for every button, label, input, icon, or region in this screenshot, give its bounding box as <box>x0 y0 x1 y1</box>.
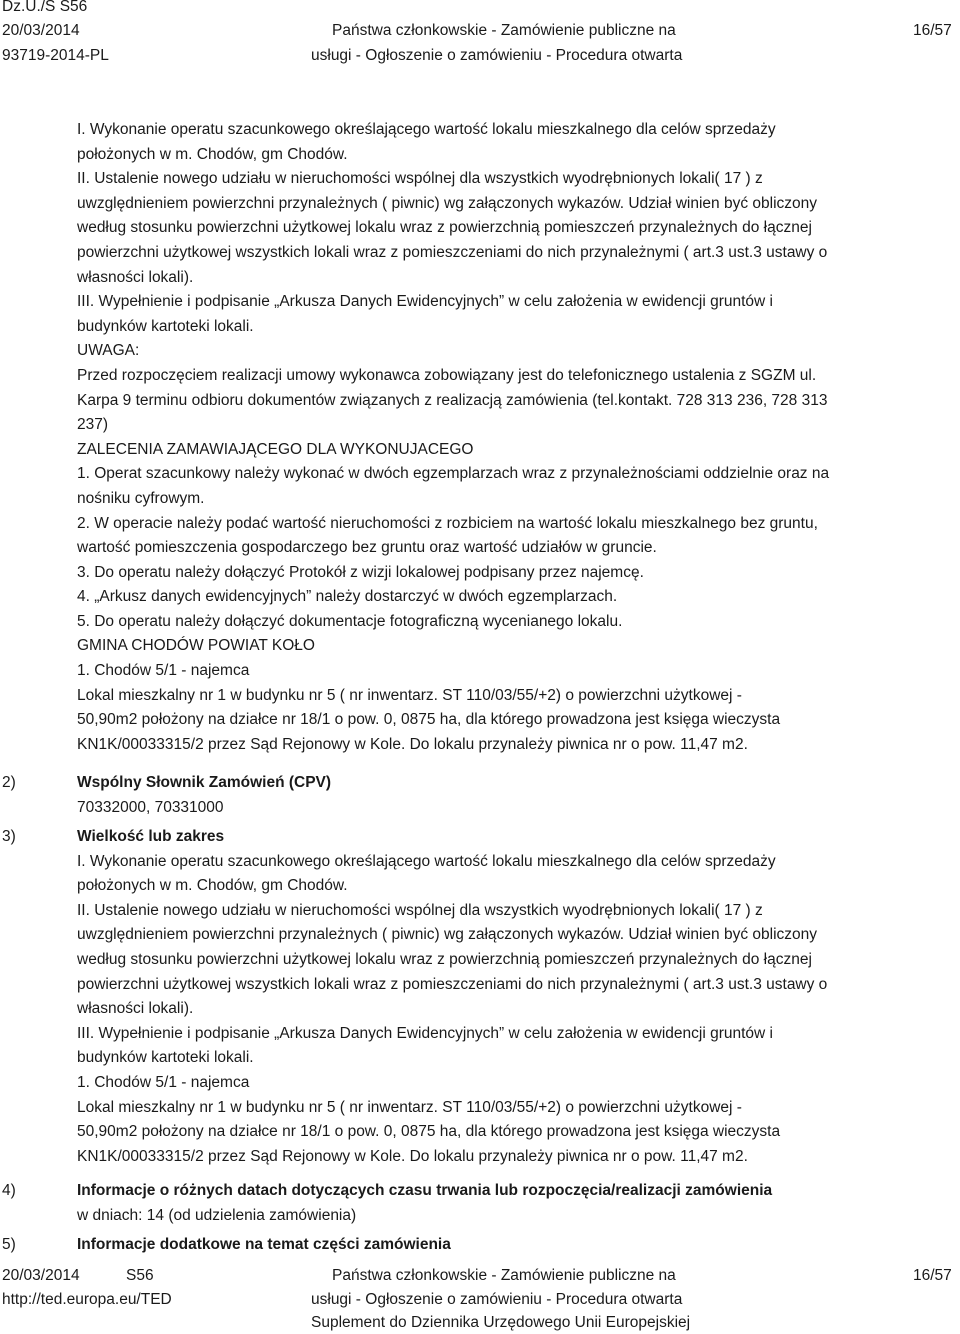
text-line: 1. Chodów 5/1 - najemca <box>77 1073 250 1091</box>
text-line: własności lokali). <box>77 1000 194 1018</box>
text-line: III. Wypełnienie i podpisanie „Arkusza Danych Ewidencyjnych” w celu założenia w ewidencji gruntów i <box>77 293 773 311</box>
text-line: III. Wypełnienie i podpisanie „Arkusza Danych Ewidencyjnych” w celu założenia w ewidencji gruntów i <box>77 1024 773 1042</box>
text-line: I. Wykonanie operatu szacunkowego określającego wartość lokalu mieszkalnego dla celów sprzedaży <box>77 852 776 870</box>
header-journal-ref: Dz.U./S S56 <box>2 0 88 15</box>
text-line: 4. „Arkusz danych ewidencyjnych” należy dostarczyć w dwóch egzemplarzach. <box>77 588 618 606</box>
text-line: II. Ustalenie nowego udziału w nieruchomości wspólnej dla wszystkich wyodrębnionych lokali( 17 ) z <box>77 170 763 188</box>
section-number: 4) <box>2 1182 16 1199</box>
header-title-line1: Państwa członkowskie - Zamówienie publiczne na <box>332 22 676 39</box>
section-number: 2) <box>2 774 16 791</box>
text-line: według stosunku powierzchni użytkowej lokalu wraz z powierzchnią pomieszczeń przynależnych do łącznej <box>77 219 812 237</box>
text-line: 237) <box>77 416 109 434</box>
footer-title-line2: usługi - Ogłoszenie o zamówieniu - Procedura otwarta <box>311 1291 683 1308</box>
footer-title-line1: Państwa członkowskie - Zamówienie publiczne na <box>332 1267 676 1284</box>
text-line: według stosunku powierzchni użytkowej lokalu wraz z powierzchnią pomieszczeń przynależnych do łącznej <box>77 950 812 968</box>
footer-title-line3: Suplement do Dziennika Urzędowego Unii Europejskiej <box>311 1314 691 1331</box>
text-line: budynków kartoteki lokali. <box>77 1049 254 1067</box>
text-line: uwzględnieniem powierzchni przynależnych ( piwnic) wg załączonych wykazów. Udział winien być obliczony <box>77 194 818 212</box>
text-line: nośniku cyfrowym. <box>77 489 205 507</box>
text-line: Przed rozpoczęciem realizacji umowy wykonawca zobowiązany jest do telefonicznego ustalenia z SGZM ul. <box>77 366 817 384</box>
text-line: 5. Do operatu należy dołączyć dokumentacje fotograficzną wycenianego lokalu. <box>77 612 623 630</box>
text-line: KN1K/00033315/2 przez Sąd Rejonowy w Kole. Do lokalu przynależy piwnica nr o pow. 11,47 m2. <box>77 735 748 753</box>
text-line: wartość pomieszczenia gospodarczego bez gruntu oraz wartość udziałów w gruncie. <box>77 539 657 557</box>
text-line: 1. Operat szacunkowy należy wykonać w dwóch egzemplarzach wraz z przynależnościami oddzielnie oraz na <box>77 465 830 483</box>
text-line: ZALECENIA ZAMAWIAJĄCEGO DLA WYKONUJACEGO <box>77 440 474 458</box>
text-line: 50,90m2 położony na działce nr 18/1 o pow. 0, 0875 ha, dla którego prowadzona jest księga wieczysta <box>77 711 781 729</box>
text-line: powierzchni użytkowej wszystkich lokali wraz z pomieszczeniami do nich przynależnymi ( art.3 ust.3 ustawy o <box>77 975 828 993</box>
text-line: 2. W operacie należy podać wartość nieruchomości z rozbiciem na wartość lokalu mieszkalnego bez gruntu, <box>77 514 818 532</box>
text-line: 1. Chodów 5/1 - najemca <box>77 662 250 680</box>
duration-text: w dniach: 14 (od udzielenia zamówienia) <box>77 1206 357 1224</box>
cpv-codes: 70332000, 70331000 <box>77 798 224 816</box>
footer-url-link[interactable]: http://ted.europa.eu/TED <box>2 1291 172 1308</box>
text-line: własności lokali). <box>77 268 194 286</box>
text-line: powierzchni użytkowej wszystkich lokali wraz z pomieszczeniami do nich przynależnymi ( art.3 ust.3 ustawy o <box>77 243 828 261</box>
text-line: I. Wykonanie operatu szacunkowego określającego wartość lokalu mieszkalnego dla celów sprzedaży <box>77 121 776 138</box>
footer-date: 20/03/2014 <box>2 1267 80 1284</box>
text-line: budynków kartoteki lokali. <box>77 317 254 335</box>
text-line: KN1K/00033315/2 przez Sąd Rejonowy w Kole. Do lokalu przynależy piwnica nr o pow. 11,47 m2. <box>77 1147 748 1165</box>
header-date: 20/03/2014 <box>2 22 80 39</box>
text-line: Karpa 9 terminu odbioru dokumentów związanych z realizacją zamówienia (tel.kontakt. 728 313 236, 728 313 <box>77 391 828 409</box>
section-title: Informacje dodatkowe na temat części zamówienia <box>77 1236 451 1253</box>
section-number: 3) <box>2 828 16 845</box>
text-line: 3. Do operatu należy dołączyć Protokół z wizji lokalowej podpisany przez najemcę. <box>77 563 644 581</box>
text-line: położonych w m. Chodów, gm Chodów. <box>77 145 348 163</box>
text-line: UWAGA: <box>77 342 140 360</box>
text-line: II. Ustalenie nowego udziału w nieruchomości wspólnej dla wszystkich wyodrębnionych lokali( 17 ) z <box>77 901 763 919</box>
section-title: Wspólny Słownik Zamówień (CPV) <box>77 774 332 791</box>
footer-page-number: 16/57 <box>913 1267 952 1284</box>
text-line: 50,90m2 położony na działce nr 18/1 o pow. 0, 0875 ha, dla którego prowadzona jest księga wieczysta <box>77 1123 781 1141</box>
header-page-number: 16/57 <box>913 22 952 39</box>
description-text <box>77 118 947 757</box>
text-line: Lokal mieszkalny nr 1 w budynku nr 5 ( nr inwentarz. ST 110/03/55/+2) o powierzchni użytkowej - <box>77 686 742 704</box>
section-title: Informacje o różnych datach dotyczących czasu trwania lub rozpoczęcia/realizacji zamówienia <box>77 1182 773 1199</box>
text-line: położonych w m. Chodów, gm Chodów. <box>77 877 348 895</box>
section-number: 5) <box>2 1236 16 1253</box>
text-line: Lokal mieszkalny nr 1 w budynku nr 5 ( nr inwentarz. ST 110/03/55/+2) o powierzchni użytkowej - <box>77 1098 742 1116</box>
scope-text <box>77 850 947 1170</box>
text-line: uwzględnieniem powierzchni przynależnych ( piwnic) wg załączonych wykazów. Udział winien być obliczony <box>77 926 818 944</box>
footer-series: S56 <box>126 1267 154 1284</box>
header-title-line2: usługi - Ogłoszenie o zamówieniu - Procedura otwarta <box>311 47 683 64</box>
text-line: GMINA CHODÓW POWIAT KOŁO <box>77 637 315 655</box>
header-notice-id: 93719-2014-PL <box>2 47 109 64</box>
section-title: Wielkość lub zakres <box>77 828 225 845</box>
